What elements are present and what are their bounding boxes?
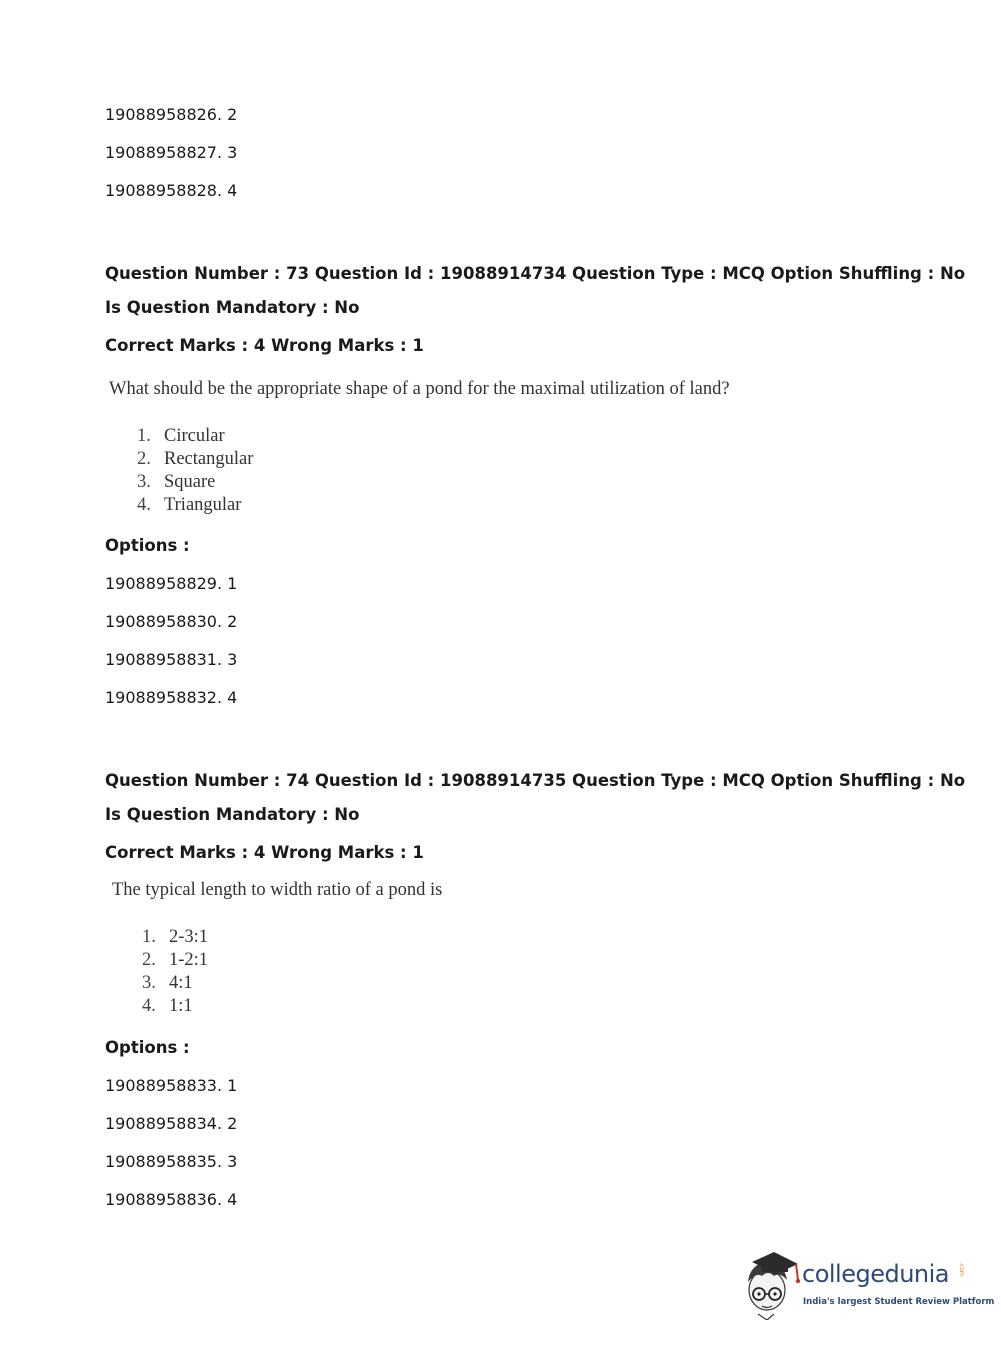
choice-item [137, 425, 253, 448]
question-text: The typical length to width ratio of a pond is [112, 880, 443, 900]
choice-number: 2. [137, 449, 151, 469]
question-marks: Correct Marks : 4 Wrong Marks : 1 [105, 336, 424, 355]
option-line: 19088958833. 1 [105, 1076, 238, 1095]
student-mascot-icon [740, 1250, 802, 1320]
choice-item [142, 949, 208, 972]
option-line: 19088958832. 4 [105, 688, 238, 707]
choice-text: 2-3:1 [169, 927, 209, 947]
option-line: 19088958828. 4 [105, 181, 238, 200]
choice-text: Rectangular [164, 449, 254, 469]
choice-text: 4:1 [169, 973, 193, 993]
option-line: 19088958826. 2 [105, 105, 238, 124]
choice-text: 1:1 [169, 996, 193, 1016]
question-text: What should be the appropriate shape of a pond for the maximal utilization of land? [109, 379, 730, 399]
logo-suffix: .com [958, 1262, 965, 1277]
question-marks: Correct Marks : 4 Wrong Marks : 1 [105, 843, 424, 862]
options-label: Options : [105, 536, 190, 555]
choice-item [137, 494, 253, 517]
choice-list [142, 926, 208, 1018]
options-label: Options : [105, 1038, 190, 1057]
choice-item [137, 448, 253, 471]
option-line: 19088958835. 3 [105, 1152, 238, 1171]
choice-list [137, 425, 253, 517]
choice-number: 3. [142, 973, 156, 993]
collegedunia-logo [740, 1250, 995, 1320]
question-header: Question Number : 73 Question Id : 19088914734 Question Type : MCQ Option Shuffling : No [105, 264, 966, 283]
option-line: 19088958831. 3 [105, 650, 238, 669]
choice-item [142, 926, 208, 949]
choice-item [142, 995, 208, 1018]
option-line: 19088958829. 1 [105, 574, 238, 593]
question-mandatory: Is Question Mandatory : No [105, 805, 360, 824]
choice-text: 1-2:1 [169, 950, 209, 970]
logo-wordmark: collegedunia [802, 1260, 950, 1288]
choice-item [137, 471, 253, 494]
choice-number: 2. [142, 950, 156, 970]
question-header: Question Number : 74 Question Id : 19088914735 Question Type : MCQ Option Shuffling : No [105, 771, 966, 790]
option-line: 19088958830. 2 [105, 612, 238, 631]
choice-number: 1. [142, 927, 156, 947]
choice-number: 1. [137, 426, 151, 446]
question-mandatory: Is Question Mandatory : No [105, 298, 360, 317]
option-line: 19088958836. 4 [105, 1190, 238, 1209]
choice-number: 3. [137, 472, 151, 492]
logo-tagline: India's largest Student Review Platform [803, 1297, 995, 1307]
choice-number: 4. [137, 495, 151, 515]
choice-text: Square [164, 472, 216, 492]
choice-text: Circular [164, 426, 225, 446]
option-line: 19088958827. 3 [105, 143, 238, 162]
option-line: 19088958834. 2 [105, 1114, 238, 1133]
choice-text: Triangular [164, 495, 242, 515]
choice-number: 4. [142, 996, 156, 1016]
choice-item [142, 972, 208, 995]
